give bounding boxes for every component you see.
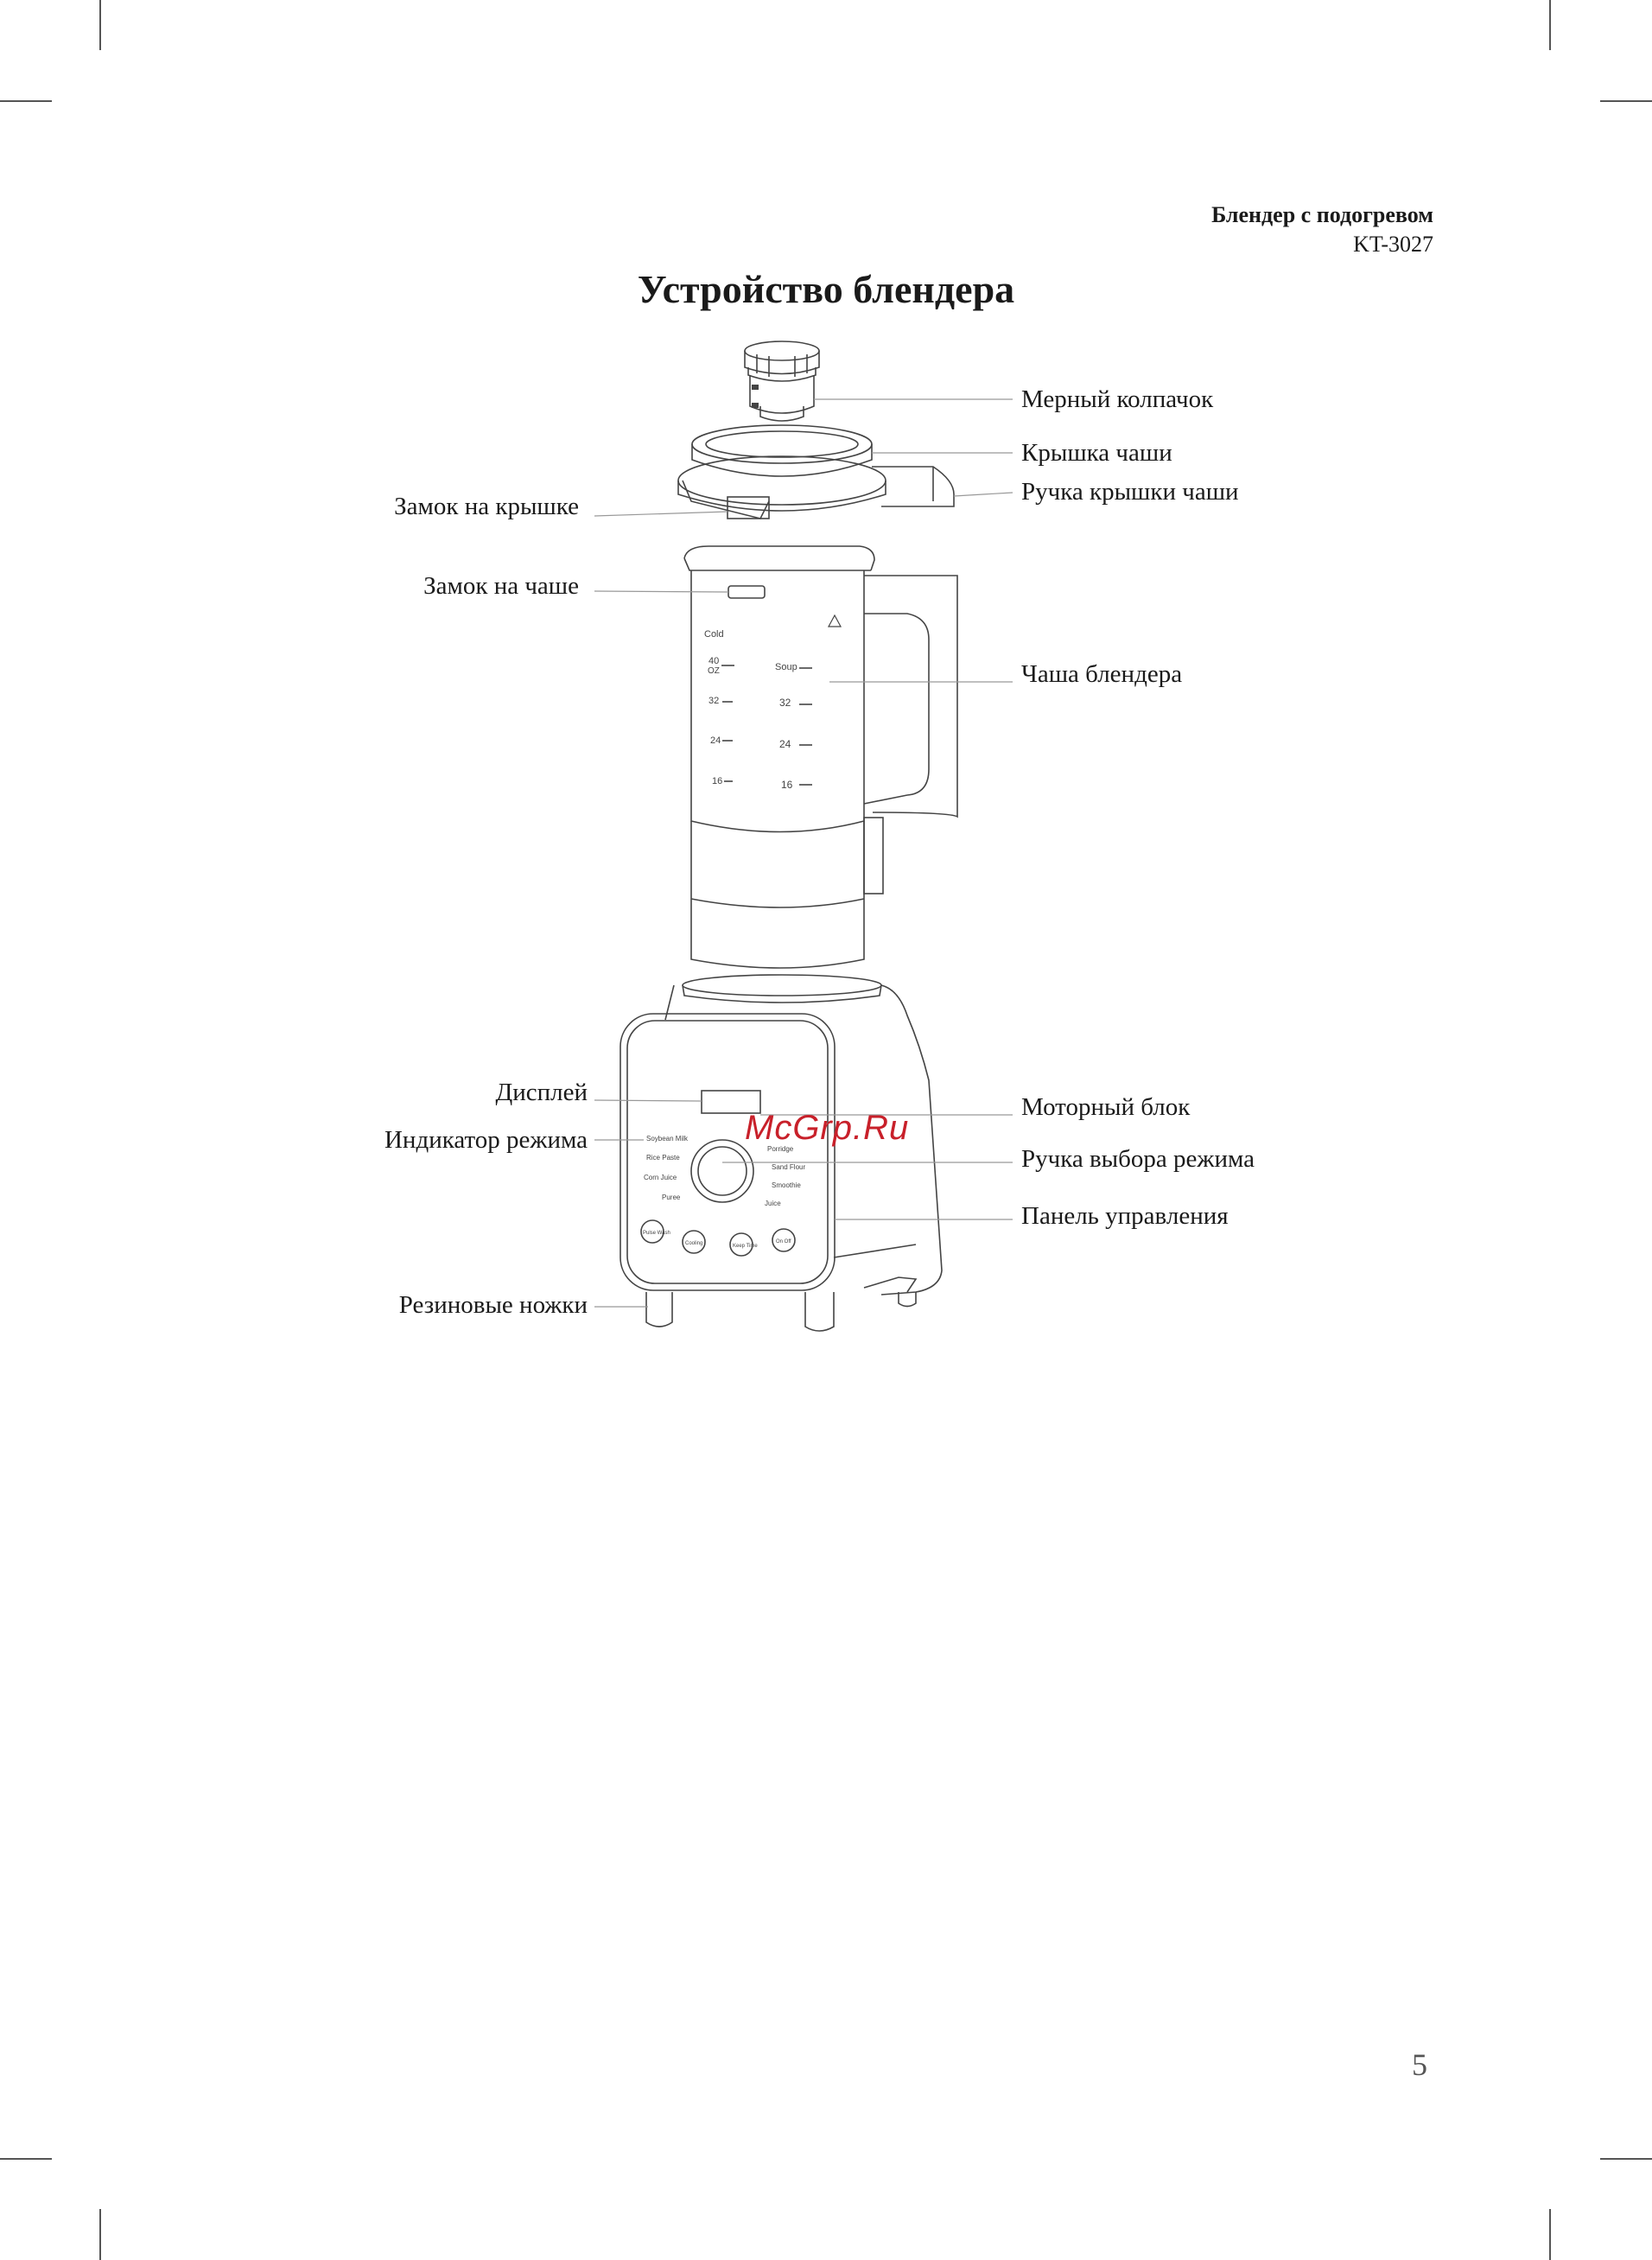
mode-soybean: Soybean Milk [646,1135,689,1143]
mode-rice-paste: Rice Paste [646,1154,680,1162]
panel-button-cooling: Cooling [685,1241,703,1246]
watermark: McGrp.Ru [745,1109,910,1147]
jar-mark-40: 40 [708,656,720,666]
mode-puree: Puree [662,1194,681,1201]
label-mode-indicator: Индикатор режима [384,1126,588,1154]
jar-lid-drawing [678,425,954,519]
header-model: KT-3027 [1353,232,1433,257]
label-jar-lock: Замок на чаше [423,572,579,600]
label-display: Дисплей [495,1079,588,1106]
jar-mark-oz: OZ [708,666,720,676]
panel-button-onoff: On Off [776,1239,791,1245]
jar-mark-soup: Soup [775,662,797,672]
blender-jar-drawing [684,546,957,968]
jar-mark-16: 16 [712,776,723,786]
jar-mark-right-32: 32 [779,697,791,709]
mode-juice: Juice [765,1200,781,1207]
page-title: Устройство блендера [637,267,1015,311]
motor-base-drawing [620,975,942,1331]
label-mode-knob: Ручка выбора режима [1021,1145,1255,1173]
measuring-cap-drawing [745,341,819,421]
panel-button-pulse: Pulse Wash [643,1231,670,1236]
label-jar-lid: Крышка чаши [1021,439,1172,467]
header-product-name: Блендер с подогревом [1211,202,1433,227]
mode-sand-flour: Sand Flour [772,1163,806,1171]
label-motor-unit: Моторный блок [1021,1093,1191,1121]
jar-mark-cold: Cold [704,629,724,640]
jar-mark-right-16: 16 [781,779,793,791]
label-control-panel: Панель управления [1021,1202,1229,1230]
mode-corn-juice: Corn Juice [644,1174,677,1181]
label-jar-lid-handle: Ручка крышки чаши [1021,478,1239,506]
page-number: 5 [1412,2047,1427,2082]
mode-porridge: Porridge [767,1145,794,1153]
jar-mark-24: 24 [710,735,721,746]
label-blender-jar: Чаша блендера [1021,660,1183,688]
jar-mark-32: 32 [708,696,720,706]
label-lid-lock: Замок на крышке [394,493,579,520]
mode-smoothie: Smoothie [772,1181,801,1189]
panel-button-keep: Keep Time [733,1244,758,1249]
label-rubber-feet: Резиновые ножки [398,1291,588,1319]
label-measuring-cap: Мерный колпачок [1021,385,1214,413]
jar-mark-right-24: 24 [779,738,791,750]
